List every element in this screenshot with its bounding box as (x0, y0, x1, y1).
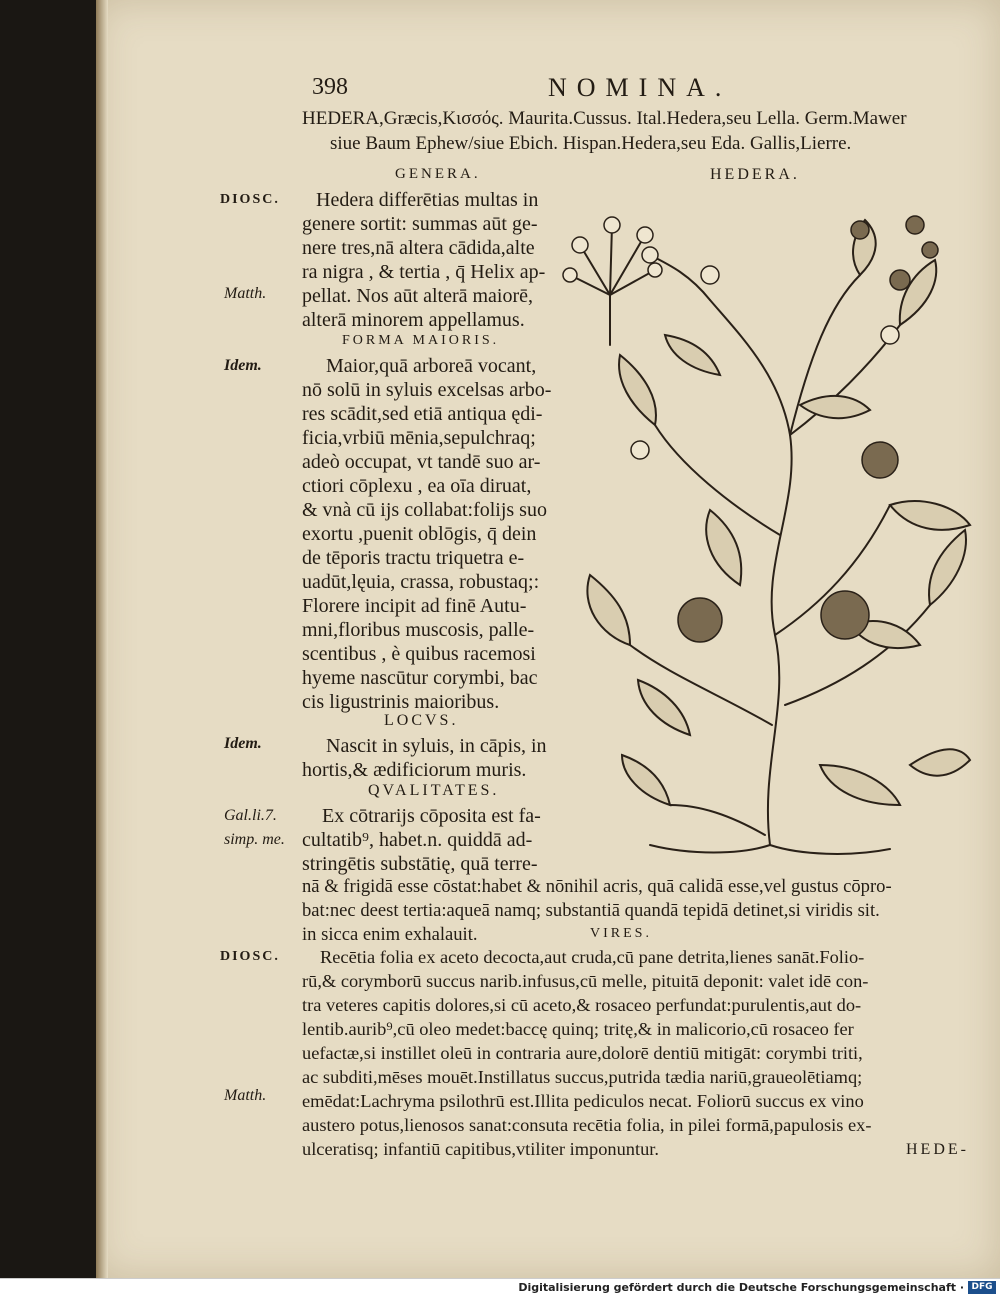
vires-line-9: ulceratisq; infantiū capitibus,vtiliter imponuntur. (302, 1139, 660, 1159)
vires-line-6: ac subditi,mēses mouēt.Instillatus succus,putrida tædia nariū,graueolētiamq; (302, 1067, 863, 1087)
genera-line-6: alterā minorem appellamus. (302, 309, 525, 331)
forma-line-13: scentibus , è quibus racemosi (302, 643, 536, 665)
vires-line-4: lentib.aurib⁹,cū oleo medet:baccę quinq; tritę,& in malicorio,cū rosaceo fer (302, 1019, 854, 1039)
forma-line-6: ctiori cōplexu , ea oīa diruat, (302, 475, 532, 497)
forma-line-12: mni,floribus muscosis, palle- (302, 619, 535, 641)
running-head: NOMINA. (548, 73, 732, 102)
margin-gal-2: simp. me. (224, 831, 285, 848)
locus-line-2: hortis,& ædificiorum muris. (302, 759, 527, 781)
page-gutter-edge (96, 0, 108, 1278)
heading-locus: LOCVS. (384, 712, 459, 729)
vires-line-3: tra veteres capitis dolores,si cū aceto,& rosaceo perfundat:purulentis,aut do- (302, 995, 862, 1015)
locus-line-1: Nascit in syluis, in cāpis, in (326, 735, 547, 757)
forma-line-14: hyeme nascūtur corymbi, bac (302, 667, 538, 689)
vires-line-2: rū,& corymborū succus narib.infusus,cū melle, pituitā deponit: valet idē con- (302, 971, 869, 991)
vires-line-1: Recētia folia ex aceto decocta,aut cruda,cū pane detrita,lienes sanāt.Folio- (320, 947, 865, 967)
vires-line-5: uefactæ,si instillet oleū in contraria aure,dolorē dentiū mitigāt: corymbi triti, (302, 1043, 863, 1063)
heading-qualitates: QVALITATES. (368, 782, 500, 799)
vires-line-7: emēdat:Lachryma psilothrū est.Illita pediculos necat. Foliorū succus ex vino (302, 1091, 864, 1111)
genera-line-3: nere tres,nā altera cādida,alte (302, 237, 535, 259)
forma-line-4: ficia,vrbiū mēnia,sepulchraq; (302, 427, 536, 449)
forma-line-5: adeò occupat, vt tandē suo ar- (302, 451, 541, 473)
forma-line-11: Florere incipit ad finē Autu- (302, 595, 527, 617)
forma-line-1: Maior,quā arboreā vocant, (326, 355, 537, 377)
heading-forma: FORMA MAIORIS. (342, 333, 500, 348)
forma-line-15: cis ligustrinis maioribus. (302, 691, 500, 713)
genera-line-4: ra nigra , & tertia , q̄ Helix ap- (302, 261, 546, 283)
heading-vires: VIRES. (590, 926, 652, 941)
margin-idem-2: Idem. (224, 735, 262, 752)
vires-line-8: austero potus,lienosos sanat:consuta recētia folia, in pilei formā,papulosis ex- (302, 1115, 872, 1135)
forma-line-10: uadūt,lęuia, crassa, robustaq;: (302, 571, 540, 593)
forma-line-2: nō solū in syluis excelsas arbo- (302, 379, 552, 401)
ivy-woodcut-illustration (560, 205, 980, 865)
footer-credit-text: Digitalisierung gefördert durch die Deutsche Forschungsgemeinschaft · (518, 1281, 964, 1294)
genera-line-1: Hedera differētias multas in (316, 189, 539, 211)
heading-genera: GENERA. (395, 166, 481, 182)
genera-line-2: genere sortit: summas aūt ge- (302, 213, 538, 235)
forma-line-7: & vnà cū ijs collabat:folijs suo (302, 499, 547, 521)
forma-line-9: de tēporis tractu triquetra e- (302, 547, 525, 569)
qualitates-line-4: nā & frigidā esse cōstat:habet & nōnihil acris, quā calidā esse,vel gustus cōpro- (302, 876, 892, 897)
margin-diosc-1: DIOSC. (220, 192, 280, 207)
names-line-1: HEDERA,Græcis,Κισσός. Maurita.Cussus. Ital.Hedera,seu Lella. Germ.Mawer (302, 108, 907, 129)
margin-matth-1: Matth. (224, 285, 267, 302)
margin-matth-2: Matth. (224, 1087, 267, 1104)
digitization-footer (0, 1278, 1000, 1298)
qualitates-line-6: in sicca enim exhalauit. (302, 924, 478, 945)
qualitates-line-1: Ex cōtrarijs cōposita est fa- (322, 805, 541, 827)
qualitates-line-5: bat:nec deest tertia:aqueā namq; substantiā quandā tepidā detinet,si viridis sit. (302, 900, 880, 921)
catchword: HEDE- (906, 1141, 969, 1158)
names-line-2: siue Baum Ephew/siue Ebich. Hispan.Hedera,seu Eda. Gallis,Lierre. (330, 133, 852, 154)
page-number: 398 (312, 74, 348, 100)
genera-line-5: pellat. Nos aūt alterā maiorē, (302, 285, 534, 307)
margin-idem-1: Idem. (224, 357, 262, 374)
qualitates-line-3: stringētis substātię, quā terre- (302, 853, 538, 875)
dfg-logo-icon: DFG (968, 1281, 996, 1294)
heading-hedera: HEDERA. (710, 166, 800, 183)
margin-diosc-2: DIOSC. (220, 949, 280, 964)
forma-line-3: res scādit,sed etiā antiqua ędi- (302, 403, 543, 425)
qualitates-line-2: cultatib⁹, habet.n. quiddā ad- (302, 829, 533, 851)
forma-line-8: exortu ,puenit oblōgis, q̄ dein (302, 523, 537, 545)
margin-gal-1: Gal.li.7. (224, 807, 277, 824)
